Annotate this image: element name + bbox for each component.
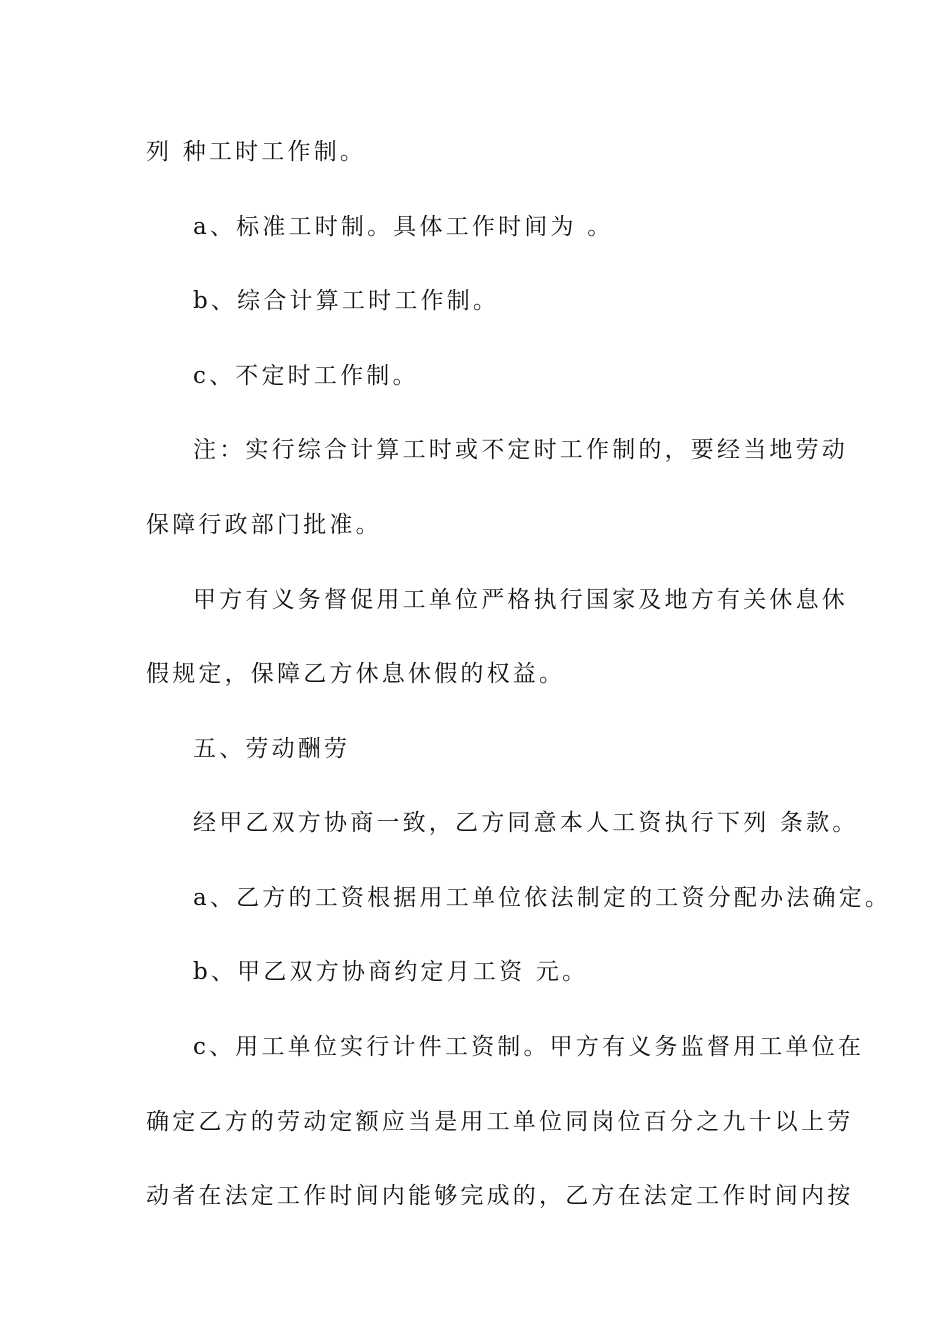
text-line: 保障行政部门批准。	[146, 512, 382, 538]
text-line: c、用工单位实行计件工资制。甲方有义务监督用工单位在	[193, 1034, 865, 1060]
text-line: 动者在法定工作时间内能够完成的，乙方在法定工作时间内按	[146, 1183, 854, 1209]
text-line: 确定乙方的劳动定额应当是用工单位同岗位百分之九十以上劳	[146, 1109, 854, 1135]
text-line: 甲方有义务督促用工单位严格执行国家及地方有关休息休	[193, 587, 848, 613]
text-line: b、甲乙双方协商约定月工资 元。	[193, 959, 589, 985]
text-line: b、综合计算工时工作制。	[193, 288, 500, 314]
section-heading: 五、劳动酬劳	[193, 736, 351, 762]
text-line: 列 种工时工作制。	[146, 139, 367, 165]
text-line: 注：实行综合计算工时或不定时工作制的，要经当地劳动	[193, 437, 848, 463]
text-line: c、不定时工作制。	[193, 363, 419, 389]
text-line: 经甲乙双方协商一致，乙方同意本人工资执行下列 条款。	[193, 810, 859, 836]
text-line: 假规定，保障乙方休息休假的权益。	[146, 661, 566, 687]
text-line: a、乙方的工资根据用工单位依法制定的工资分配办法确定。	[193, 885, 892, 911]
text-line: a、标准工时制。具体工作时间为 。	[193, 214, 614, 240]
